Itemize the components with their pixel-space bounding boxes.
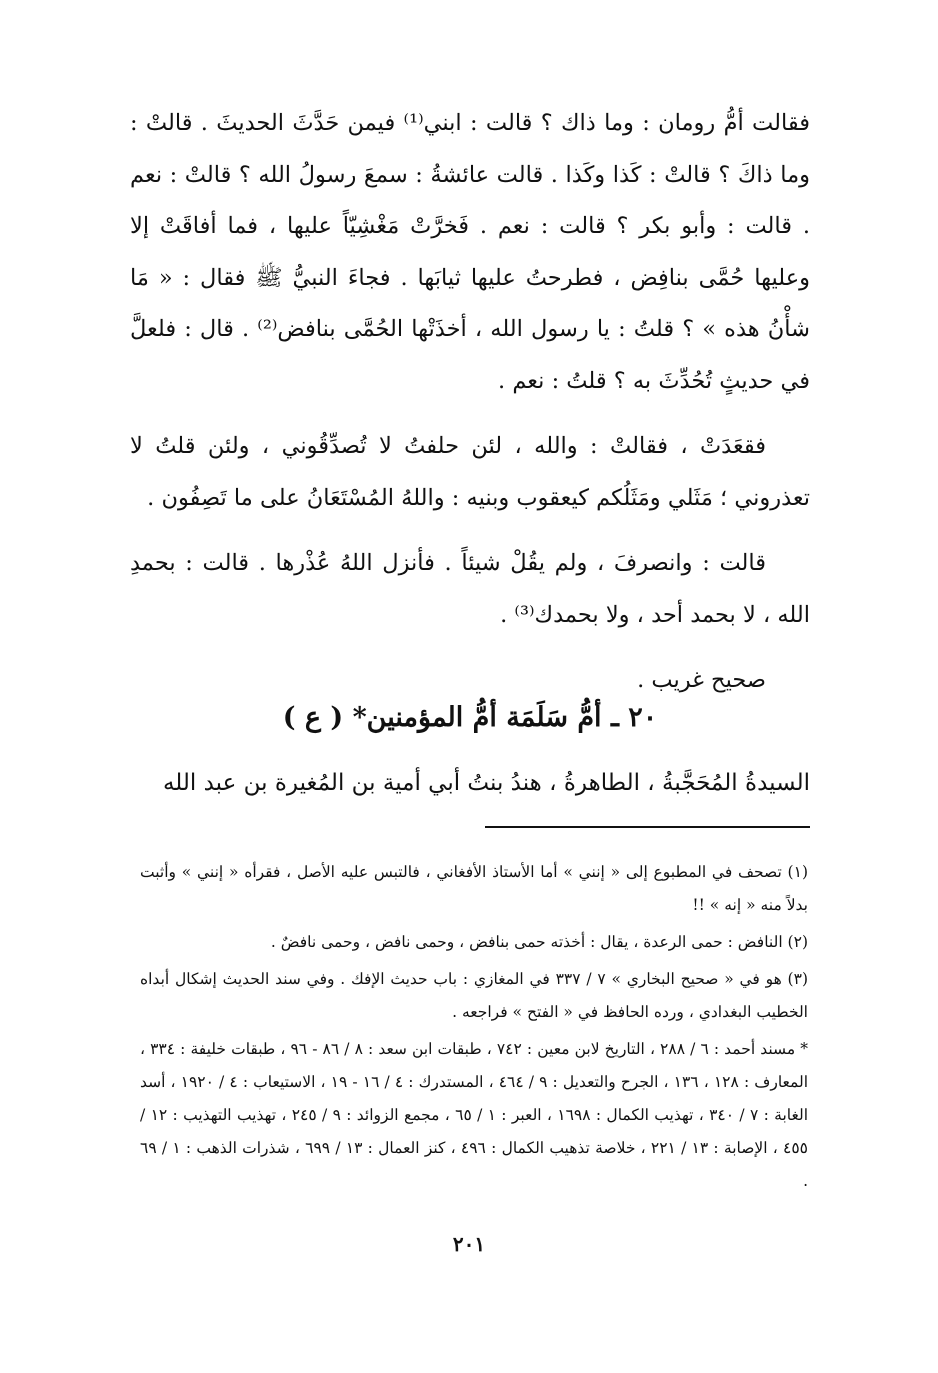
- sources-footnote: * مسند أحمد : ٦ / ٢٨٨ ، التاريخ لابن معين : ٧٤٢ ، طبقات ابن سعد : ٨ / ٨٦ - ٩٦ ، طبقات خليفة : ٣٣٤ ، المعارف : ١٢٨ ، ١٣٦ ، الجرح والتعديل : ٩ / ٤٦٤ ، المستدرك : ٤ / ١٦ - ١٩ ، الاستيعاب : ٤ / ١٩٢٠ ، أسد الغابة : ٧ / ٣٤٠ ، تهذيب الكمال : ١٦٩٨ ، العبر : ١ / ٦٥ ، مجمع الزوائد : ٩ / ٢٤٥ ، تهذيب التهذيب : ١٢ / ٤٥٥ ، الإصابة : ١٣ / ٢٢١ ، خلاصة تذهيب الكمال : ٤٩٦ ، كنز العمال : ١٣ / ٦٩٩ ، شذرات الذهب : ١ / ٦٩ .: [140, 1040, 809, 1190]
- page-number: ٢٠١: [452, 1232, 486, 1256]
- body-paragraph: فقعَدَتْ ، فقالتْ : والله ، لئن حلفتُ لا تُصدِّقُوني ، ولئن قلتُ لا تعذروني ؛ مَثَلي ومَثَلُكم كيعقوب وبنيه : واللهُ المُسْتَعَانُ على ما تَصِفُون .: [130, 433, 810, 511]
- hadith-grading: صحيح غريب .: [637, 667, 766, 693]
- footnote: (١) تصحف في المطبوع إلى « إنني » أما الأستاذ الأفغاني ، فالتبس عليه الأصل ، فقرأه « إنني » وأثبت بدلاً منه « إنه » !!: [140, 863, 808, 914]
- footnote-divider: [485, 826, 810, 828]
- body-paragraph: قالت : وانصرفَ ، ولم يقُلْ شيئاً . فأنزل اللهُ عُذْرها . قالت : بحمدِ الله ، لا بحمد أحد ، ولا بحمدك⁽³⁾ .: [130, 550, 810, 628]
- footnotes: [140, 856, 808, 1202]
- body-paragraph: فقالت أمُّ رومان : وما ذاك ؟ قالت : ابني⁽¹⁾ فيمن حَدَّثَ الحديثَ . قالتْ : وما ذاكَ ؟ قالتْ : كَذا وكَذا . قالت عائشةُ : سمعَ رسولُ الله ؟ قالتْ : نعم . قالت : وأبو بكر ؟ قالت : نعم . فَخرَّتْ مَغْشِيّاً عليها ، فما أفاقَتْ إلا وعليها حُمَّى بنافِض ، فطرحتُ عليها ثيابَها . فجاءَ النبيُّ ﷺ فقال : « مَا شأْنُ هذه » ؟ قلتُ : يا رسول الله ، أخذَتْها الحُمَّى بنافض⁽²⁾ . قال : فلعلَّ في حديثٍ تُحُدِّثَ به ؟ قلتُ : نعم .: [130, 110, 810, 394]
- main-text: [130, 98, 810, 707]
- footnote: (٢) النافض : حمى الرعدة ، يقال : أخذته حمى بنافض ، وحمى نافض ، وحمى نافضٌ .: [270, 933, 808, 951]
- biography-line: السيدةُ المُحَجَّبةُ ، الطاهرةُ ، هندُ بنتُ أبي أمية بن المُغيرة بن عبد الله: [162, 770, 810, 796]
- section-heading: ٢٠ ـ أمُّ سَلَمَة أمُّ المؤمنين* ( ع ): [282, 702, 658, 733]
- footnote: (٣) هو في « صحيح البخاري » ٧ / ٣٣٧ في المغازي : باب حديث الإفك . وفي سند الحديث إشكال أبداه الخطيب البغدادي ، ورده الحافظ في « الفتح » فراجعه .: [140, 970, 808, 1021]
